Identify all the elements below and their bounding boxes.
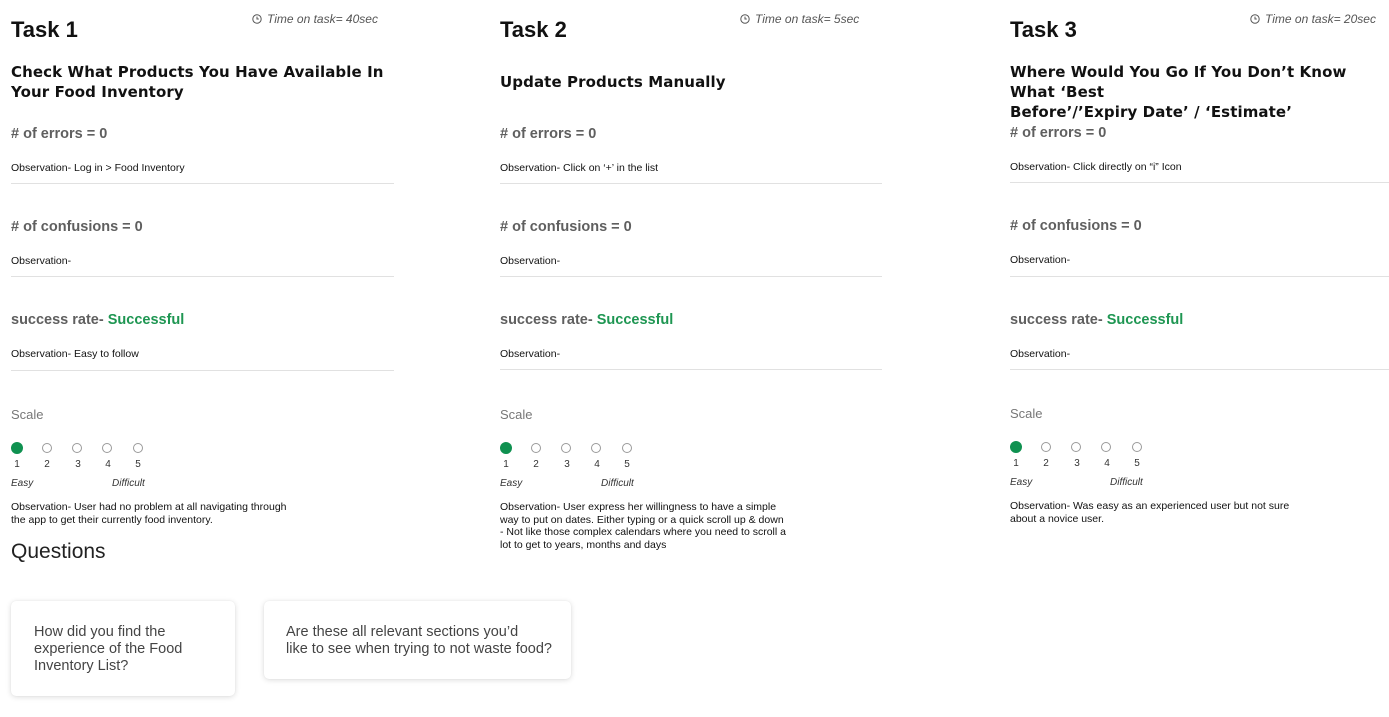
- task-question-line: Your Food Inventory: [11, 83, 184, 101]
- confusions-count: # of confusions = 0: [500, 219, 632, 235]
- divider: [11, 183, 394, 184]
- task-title: Task 2: [500, 17, 567, 42]
- scale-title: Scale: [500, 407, 533, 422]
- question-line: How did you find the: [34, 624, 166, 640]
- final-observation-line: about a novice user.: [1010, 512, 1104, 525]
- scale-number: 1: [503, 459, 509, 470]
- confusions-observation: Observation-: [11, 255, 72, 267]
- scale-radio-3[interactable]: [561, 443, 571, 453]
- divider: [11, 276, 394, 277]
- time-text: Time on task= 20sec: [1265, 12, 1376, 26]
- question-line: Inventory List?: [34, 658, 129, 674]
- scale-easy-label: Easy: [11, 478, 34, 489]
- scale-easy-label: Easy: [1010, 477, 1033, 488]
- scale-radio-4[interactable]: [591, 443, 601, 453]
- scale-radio-5[interactable]: [1132, 442, 1142, 452]
- success-rate-value: Successful: [1106, 312, 1184, 328]
- final-observation-line: - Not like those complex calendars where you need to scroll a: [500, 526, 786, 538]
- task-2-panel: [500, 0, 885, 560]
- scale-number: 2: [533, 459, 539, 470]
- scale-number: 3: [564, 459, 570, 470]
- success-rate-label: success rate-: [1010, 312, 1103, 328]
- scale-number: 4: [105, 459, 111, 470]
- task-question-line: Check What Products You Have Available In: [11, 63, 384, 81]
- final-observation-line: lot to get to years, months and days: [500, 538, 667, 551]
- scale-number: 1: [1013, 458, 1019, 469]
- scale-radio-1[interactable]: [1010, 441, 1022, 453]
- time-on-task: [740, 12, 859, 26]
- scale-number: 3: [75, 459, 81, 470]
- scale-number: 5: [624, 459, 630, 470]
- clock-icon: [1250, 14, 1260, 24]
- task-title: Task 1: [11, 17, 78, 42]
- scale-radio-5[interactable]: [622, 443, 632, 453]
- task-question-line: Where Would You Go If You Don’t Know What ‘Best: [1010, 63, 1347, 101]
- task-3-panel: [1010, 0, 1389, 560]
- final-observation: [500, 501, 786, 551]
- question-line: Are these all relevant sections you’d: [286, 624, 519, 640]
- divider: [1010, 276, 1389, 277]
- divider: [1010, 369, 1389, 370]
- time-on-task: [1250, 12, 1376, 26]
- clock-icon: [252, 14, 262, 24]
- final-observation: [11, 501, 287, 526]
- task-question-line: Before’/’Expiry Date’ / ‘Estimate’: [1010, 103, 1292, 121]
- scale-radio-2[interactable]: [531, 443, 541, 453]
- scale-number: 4: [1104, 458, 1110, 469]
- scale-radio-1[interactable]: [11, 442, 23, 454]
- scale-difficult-label: Difficult: [1110, 477, 1143, 488]
- errors-observation: Observation- Log in > Food Inventory: [11, 162, 185, 174]
- divider: [500, 369, 882, 370]
- scale-number: 2: [1043, 458, 1049, 469]
- success-rate-label: success rate-: [500, 312, 593, 328]
- errors-count: # of errors = 0: [11, 126, 108, 142]
- scale-number: 5: [135, 459, 141, 470]
- scale-title: Scale: [1010, 406, 1043, 421]
- question-line: experience of the Food: [34, 641, 183, 657]
- scale-number: 5: [1134, 458, 1140, 469]
- scale-radio-2[interactable]: [42, 443, 52, 453]
- errors-observation: Observation- Click on ‘+’ in the list: [500, 162, 659, 174]
- errors-observation: Observation- Click directly on “i” Icon: [1010, 161, 1182, 173]
- time-text: Time on task= 5sec: [755, 12, 860, 26]
- task-title: Task 3: [1010, 17, 1077, 42]
- divider: [500, 276, 882, 277]
- question-text: [34, 624, 182, 675]
- success-observation: Observation-: [1010, 348, 1071, 360]
- question-card-2: [264, 601, 571, 679]
- clock-icon: [740, 14, 750, 24]
- scale-radio-3[interactable]: [1071, 442, 1081, 452]
- confusions-count: # of confusions = 0: [1010, 218, 1142, 234]
- success-rate-value: Successful: [107, 312, 185, 328]
- question-card-1: [11, 601, 235, 696]
- scale-number: 4: [594, 459, 600, 470]
- task-question: [1010, 62, 1389, 122]
- success-observation: Observation- Easy to follow: [11, 348, 139, 360]
- scale-title: Scale: [11, 407, 44, 422]
- question-text: [286, 624, 552, 658]
- success-observation: Observation-: [500, 348, 561, 360]
- final-observation-line: Observation- Was easy as an experienced user but not sure: [1010, 500, 1290, 512]
- final-observation-line: Observation- User express her willingness to have a simple: [500, 501, 777, 513]
- final-observation-line: Observation- User had no problem at all navigating through: [11, 501, 287, 513]
- errors-count: # of errors = 0: [500, 126, 597, 142]
- question-line: like to see when trying to not waste food?: [286, 641, 552, 657]
- scale-radio-4[interactable]: [1101, 442, 1111, 452]
- scale-number: 2: [44, 459, 50, 470]
- success-rate-value: Successful: [596, 312, 674, 328]
- success-rate: [500, 312, 673, 328]
- task-question: [500, 72, 726, 92]
- scale-radio-4[interactable]: [102, 443, 112, 453]
- scale-difficult-label: Difficult: [601, 478, 634, 489]
- success-rate-label: success rate-: [11, 312, 104, 328]
- scale-difficult-label: Difficult: [112, 478, 145, 489]
- time-on-task: [252, 12, 378, 26]
- time-text: Time on task= 40sec: [267, 12, 378, 26]
- confusions-observation: Observation-: [1010, 254, 1071, 266]
- task-1-panel: [11, 0, 396, 560]
- task-question-line: Update Products Manually: [500, 73, 726, 91]
- final-observation-line: the app to get their currently food inventory.: [11, 513, 213, 526]
- scale-radio-2[interactable]: [1041, 442, 1051, 452]
- confusions-count: # of confusions = 0: [11, 219, 143, 235]
- confusions-observation: Observation-: [500, 255, 561, 267]
- scale-radio-3[interactable]: [72, 443, 82, 453]
- divider: [500, 183, 882, 184]
- scale-radio-1[interactable]: [500, 442, 512, 454]
- final-observation-line: way to put on dates. Either typing or a quick scroll up & down: [500, 513, 784, 526]
- questions-heading: Questions: [11, 540, 106, 563]
- divider: [11, 370, 394, 371]
- success-rate: [11, 312, 184, 328]
- scale-easy-label: Easy: [500, 478, 523, 489]
- success-rate: [1010, 312, 1183, 328]
- divider: [1010, 182, 1389, 183]
- errors-count: # of errors = 0: [1010, 125, 1107, 141]
- final-observation: [1010, 500, 1289, 525]
- scale-radio-5[interactable]: [133, 443, 143, 453]
- task-question: [11, 62, 384, 102]
- scale-number: 3: [1074, 458, 1080, 469]
- scale-number: 1: [14, 459, 20, 470]
